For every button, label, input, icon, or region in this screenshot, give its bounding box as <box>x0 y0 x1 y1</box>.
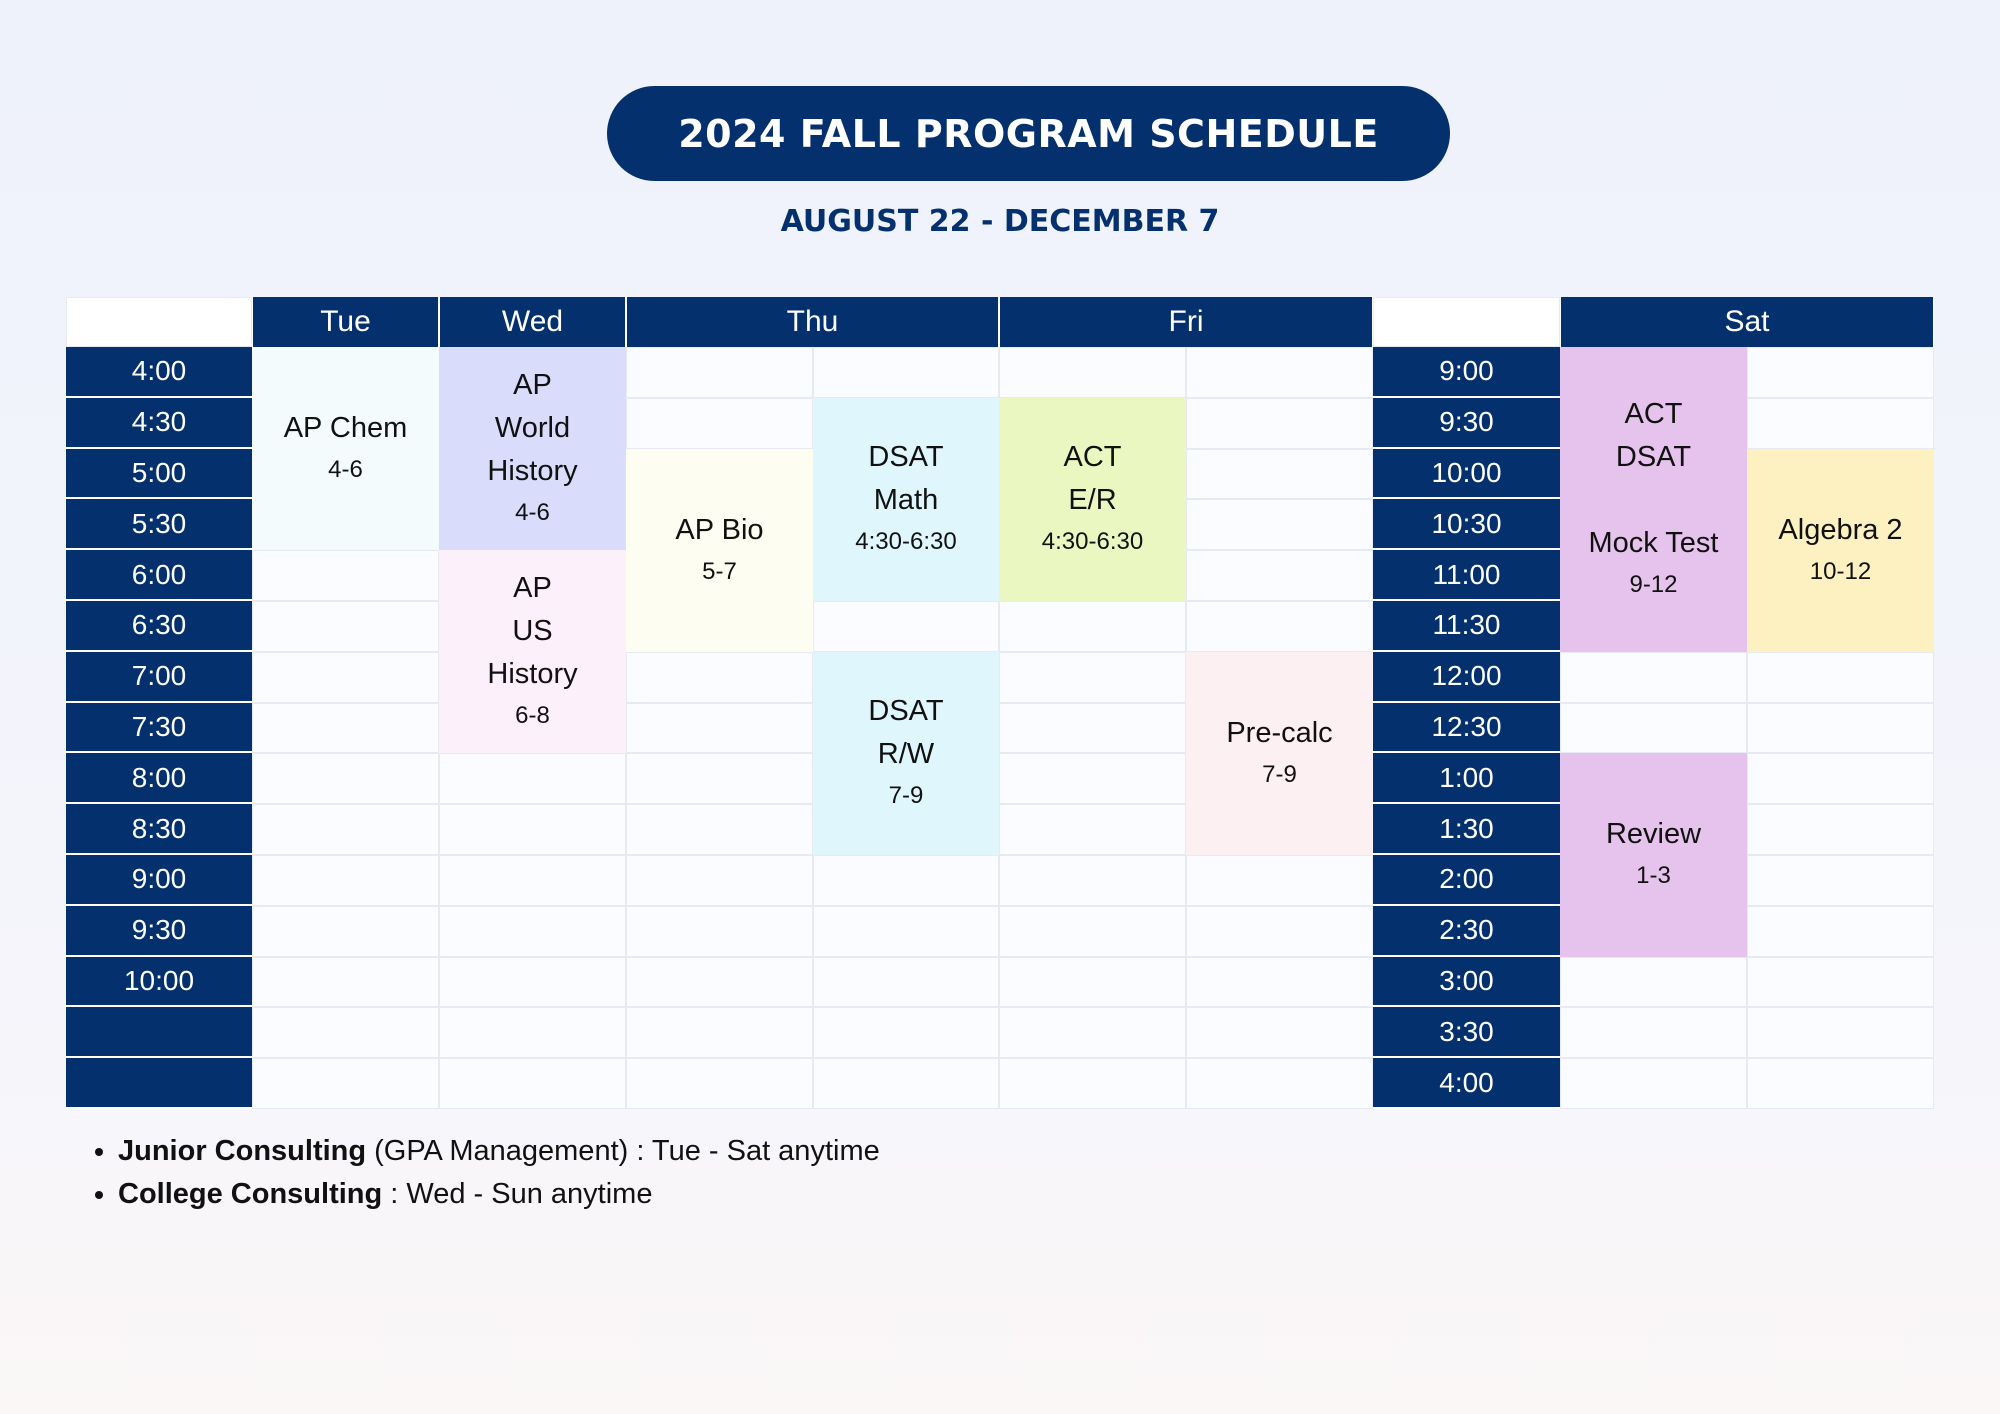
empty-slot <box>252 703 439 754</box>
event-name: AP Bio <box>675 513 764 546</box>
empty-slot <box>252 652 439 703</box>
time-slot-weekday: 5:00 <box>66 449 252 500</box>
empty-slot <box>813 957 999 1008</box>
event-name: DSAT Math <box>868 441 944 517</box>
event-ap-world-history <box>439 347 626 550</box>
empty-slot <box>813 601 999 652</box>
event-name: DSAT R/W <box>868 695 944 771</box>
note-title: College Consulting <box>118 1178 383 1210</box>
time-slot-saturday: 3:00 <box>1373 957 1560 1008</box>
empty-slot <box>252 957 439 1008</box>
time-slot-weekday: 6:30 <box>66 601 252 652</box>
empty-slot <box>999 1007 1186 1058</box>
time-slot-weekday: 9:30 <box>66 906 252 957</box>
empty-slot <box>439 957 626 1008</box>
event-time: 6-8 <box>515 702 550 730</box>
event-pre-calc <box>1186 652 1373 855</box>
empty-slot <box>1186 499 1373 550</box>
time-slot-weekday: 7:30 <box>66 703 252 754</box>
empty-slot <box>252 753 439 804</box>
empty-slot <box>1747 855 1934 906</box>
empty-slot <box>439 753 626 804</box>
empty-slot <box>999 753 1186 804</box>
empty-slot <box>1747 753 1934 804</box>
empty-slot <box>439 855 626 906</box>
empty-slot <box>439 906 626 957</box>
empty-slot <box>999 347 1186 398</box>
empty-slot <box>626 753 813 804</box>
empty-slot <box>1560 957 1747 1008</box>
event-name: Algebra 2 <box>1778 513 1903 546</box>
time-slot-weekday: 10:00 <box>66 957 252 1008</box>
time-slot-saturday: 12:30 <box>1373 703 1560 754</box>
event-name: AP World History <box>487 369 578 488</box>
time-slot-weekday: 5:30 <box>66 499 252 550</box>
empty-slot <box>626 652 813 703</box>
empty-slot <box>626 1058 813 1109</box>
empty-slot <box>252 601 439 652</box>
empty-slot <box>1186 347 1373 398</box>
note-item <box>118 1130 880 1173</box>
empty-slot <box>252 804 439 855</box>
empty-slot <box>1186 855 1373 906</box>
empty-slot <box>1186 449 1373 500</box>
empty-slot <box>813 1007 999 1058</box>
time-slot-saturday: 10:30 <box>1373 499 1560 550</box>
date-range: AUGUST 22 - DECEMBER 7 <box>780 204 1220 239</box>
time-slot-weekday: 9:00 <box>66 855 252 906</box>
empty-slot <box>999 855 1186 906</box>
empty-slot <box>813 855 999 906</box>
day-header-wed: Wed <box>439 297 626 347</box>
empty-slot <box>1747 957 1934 1008</box>
page-title: 2024 FALL PROGRAM SCHEDULE <box>607 86 1450 181</box>
header-corner <box>66 297 252 347</box>
empty-slot <box>626 1007 813 1058</box>
header-gap <box>1373 297 1560 347</box>
empty-slot <box>252 906 439 957</box>
empty-slot <box>999 652 1186 703</box>
time-slot-weekday <box>66 1007 252 1058</box>
empty-slot <box>1747 804 1934 855</box>
time-slot-saturday: 11:00 <box>1373 550 1560 601</box>
empty-slot <box>999 703 1186 754</box>
empty-slot <box>626 906 813 957</box>
empty-slot <box>1560 1007 1747 1058</box>
empty-slot <box>439 804 626 855</box>
event-time: 4:30-6:30 <box>855 528 957 556</box>
empty-slot <box>252 855 439 906</box>
empty-slot <box>626 804 813 855</box>
empty-slot <box>999 957 1186 1008</box>
empty-slot <box>626 398 813 449</box>
empty-slot <box>252 1058 439 1109</box>
time-slot-weekday <box>66 1058 252 1109</box>
time-slot-weekday: 6:00 <box>66 550 252 601</box>
event-time: 7-9 <box>888 782 924 810</box>
time-slot-saturday: 12:00 <box>1373 652 1560 703</box>
event-time: 4-6 <box>328 456 363 484</box>
empty-slot <box>1560 1058 1747 1109</box>
time-slot-saturday: 11:30 <box>1373 601 1560 652</box>
empty-slot <box>626 703 813 754</box>
time-slot-saturday: 2:00 <box>1373 855 1560 906</box>
empty-slot <box>999 601 1186 652</box>
event-time: 7-9 <box>1262 760 1297 788</box>
empty-slot <box>1186 1007 1373 1058</box>
empty-slot <box>1747 1007 1934 1058</box>
event-act-er <box>999 398 1186 601</box>
empty-slot <box>1560 703 1747 754</box>
time-slot-saturday: 9:00 <box>1373 347 1560 398</box>
event-time: 5-7 <box>702 557 737 585</box>
note-text: : Wed - Sun anytime <box>382 1178 653 1210</box>
event-name: Pre-calc <box>1226 716 1333 749</box>
event-dsat-math <box>813 398 999 601</box>
empty-slot <box>252 1007 439 1058</box>
note-title: Junior Consulting <box>118 1135 367 1167</box>
time-slot-weekday: 4:00 <box>66 347 252 398</box>
event-time: 4:30-6:30 <box>1041 528 1144 556</box>
time-slot-weekday: 8:30 <box>66 804 252 855</box>
event-time: 9-12 <box>1629 571 1678 599</box>
event-ap-chem <box>252 347 439 550</box>
empty-slot <box>813 906 999 957</box>
time-slot-saturday: 2:30 <box>1373 906 1560 957</box>
event-name: AP US History <box>487 572 578 691</box>
empty-slot <box>813 1058 999 1109</box>
time-slot-weekday: 4:30 <box>66 398 252 449</box>
time-slot-saturday: 4:00 <box>1373 1058 1560 1109</box>
empty-slot <box>439 1058 626 1109</box>
empty-slot <box>1560 652 1747 703</box>
event-ap-us-history <box>439 550 626 753</box>
empty-slot <box>1186 1058 1373 1109</box>
event-ap-bio <box>626 449 813 652</box>
time-slot-weekday: 8:00 <box>66 753 252 804</box>
empty-slot <box>1186 906 1373 957</box>
event-dsat-rw <box>813 652 999 855</box>
empty-slot <box>1186 550 1373 601</box>
empty-slot <box>999 1058 1186 1109</box>
event-name: Review <box>1605 818 1702 851</box>
empty-slot <box>626 957 813 1008</box>
empty-slot <box>439 1007 626 1058</box>
event-name: ACT DSAT Mock Test <box>1588 398 1719 560</box>
empty-slot <box>1186 957 1373 1008</box>
time-slot-weekday: 7:00 <box>66 652 252 703</box>
day-header-fri: Fri <box>999 297 1373 347</box>
event-review <box>1560 753 1747 956</box>
empty-slot <box>999 804 1186 855</box>
event-time: 4-6 <box>515 499 550 527</box>
empty-slot <box>1747 906 1934 957</box>
time-slot-saturday: 10:00 <box>1373 449 1560 500</box>
empty-slot <box>626 347 813 398</box>
empty-slot <box>1186 601 1373 652</box>
day-header-thu: Thu <box>626 297 999 347</box>
empty-slot <box>1747 1058 1934 1109</box>
time-slot-saturday: 1:30 <box>1373 804 1560 855</box>
consulting-notes <box>84 1130 880 1216</box>
note-item <box>118 1173 880 1216</box>
event-act-dsat-mock-test <box>1560 347 1747 652</box>
empty-slot <box>626 855 813 906</box>
event-name: AP Chem <box>283 412 408 445</box>
time-slot-saturday: 1:00 <box>1373 753 1560 804</box>
empty-slot <box>1747 347 1934 398</box>
time-slot-saturday: 9:30 <box>1373 398 1560 449</box>
day-header-tue: Tue <box>252 297 439 347</box>
empty-slot <box>1747 703 1934 754</box>
day-header-sat: Sat <box>1560 297 1934 347</box>
note-text: (GPA Management) : Tue - Sat anytime <box>366 1135 880 1167</box>
empty-slot <box>813 347 999 398</box>
empty-slot <box>1747 398 1934 449</box>
time-slot-saturday: 3:30 <box>1373 1007 1560 1058</box>
event-name: ACT E/R <box>1063 441 1122 517</box>
event-time: 1-3 <box>1636 862 1671 890</box>
empty-slot <box>252 550 439 601</box>
empty-slot <box>1747 652 1934 703</box>
empty-slot <box>999 906 1186 957</box>
event-time: 10-12 <box>1809 557 1872 585</box>
empty-slot <box>1186 398 1373 449</box>
event-algebra-2 <box>1747 449 1934 652</box>
